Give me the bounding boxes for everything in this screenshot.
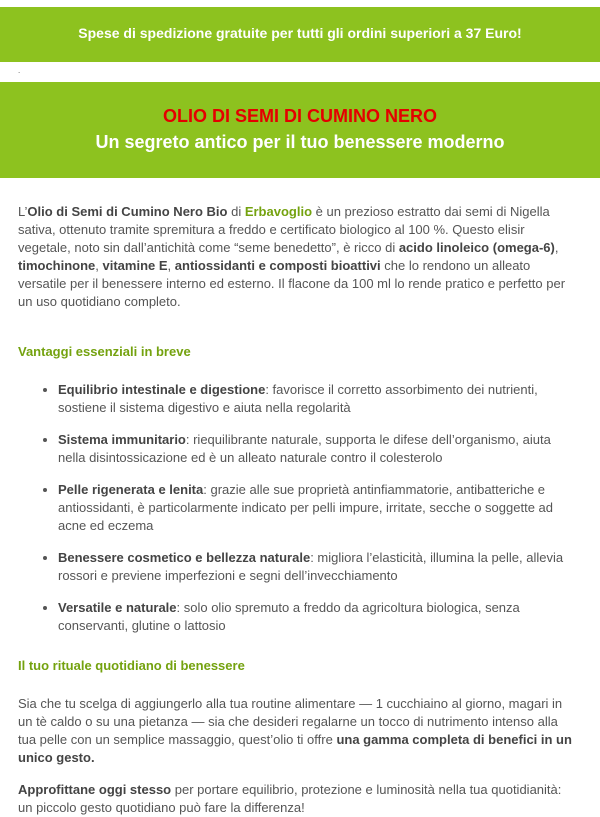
benefits-list [18, 381, 578, 635]
hero-banner [0, 82, 600, 178]
hero-title: OLIO DI SEMI DI CUMINO NERO [162, 106, 437, 126]
brand-link[interactable]: Erbavoglio [244, 204, 313, 219]
intro-paragraph: L’Olio di Semi di Cumino Nero Bio di Erbavoglio è un prezioso estratto dai semi di Nigella sativa, ottenuto tramite spremitura a freddo e certificato biologico al 100 %. Questo elisir vegetale, noto sin dall’antichità come “seme benedetto”, è ricco di acido linoleico (omega-6), timochinone, vitamine E, antiossidanti e composti bioattivi che lo rendono un alleato versatile per il benessere interno ed esterno. Il flacone da 100 ml lo rende pratico e perfetto per un uso quotidiano completo. [18, 204, 566, 309]
ritual-paragraph: Sia che tu scelga di aggiungerlo alla tua routine alimentare — 1 cucchiaino al giorno, magari in un tè caldo o su una pietanza — sia che desideri regalarne un tocco di nutrimento intenso alla tua pelle con un semplice massaggio, quest’olio ti offre una gamma completa di benefici in un unico gesto. [18, 696, 572, 765]
shipping-banner [0, 7, 600, 62]
hero-subtitle: Un segreto antico per il tuo benessere moderno [95, 132, 505, 152]
product-description [18, 203, 578, 817]
shipping-banner-text: Spese di spedizione gratuite per tutti gli ordini superiori a 37 Euro! [78, 25, 522, 41]
list-item: • Benessere cosmetico e bellezza naturale: migliora l’elasticità, illumina la pelle, allevia rossori e previene imperfezioni e segni dell’invecchiamento [58, 549, 578, 585]
separator-dot: . [18, 66, 21, 75]
list-item: • Equilibrio intestinale e digestione: favorisce il corretto assorbimento dei nutrienti, sostiene il sistema digestivo e aiuta nella regolarità [58, 381, 578, 417]
ritual-heading: Il tuo rituale quotidiano di benessere [18, 658, 245, 673]
list-item: • Versatile e naturale: solo olio spremuto a freddo da agricoltura biologica, senza conservanti, glutine o lattosio [58, 599, 578, 635]
benefits-heading: Vantaggi essenziali in breve [18, 344, 191, 359]
list-item: • Sistema immunitario: riequilibrante naturale, supporta le difese dell’organismo, aiuta nella disintossicazione ed è un alleato naturale contro il colesterolo [58, 431, 578, 467]
list-item: • Pelle rigenerata e lenita: grazie alle sue proprietà antinfiammatorie, antibatteriche e antiossidanti, è particolarmente indicato per pelli impure, irritate, secche o soggette ad acne ed eczema [58, 481, 578, 535]
cta-paragraph: Approfittane oggi stesso per portare equilibrio, protezione e luminosità nella tua quotidianità: un piccolo gesto quotidiano può fare la differenza! [18, 782, 562, 815]
